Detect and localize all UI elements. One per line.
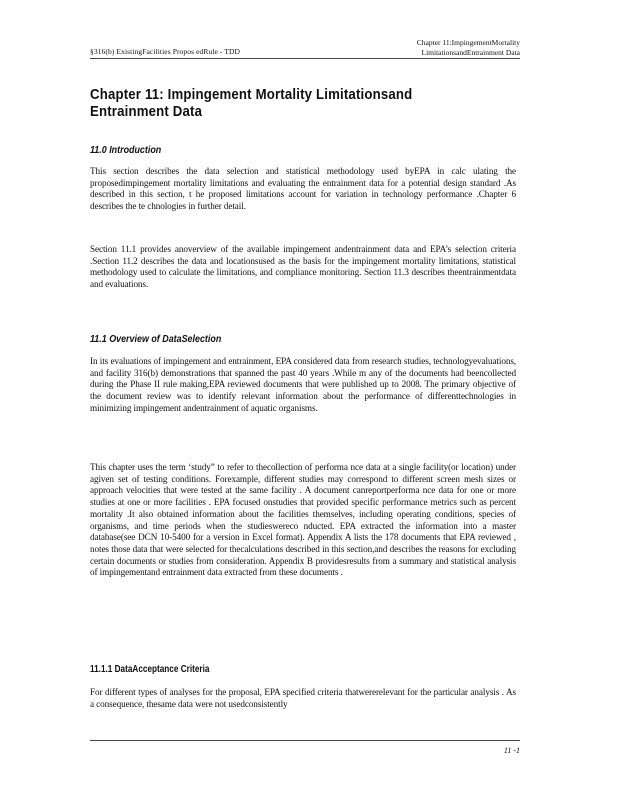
criteria-paragraph-1: For different types of analyses for the proposal, EPA specified criteria thatwererelevant for the particular analysis . As a consequence, thesame data were not usedconsistently [90, 687, 516, 709]
header-right-line2: LimitationsandEntrainment Data [421, 48, 520, 57]
footer-divider [90, 740, 520, 741]
header-right-text [417, 38, 520, 58]
header-left-text: §316(b) ExistingFacilities Propos edRule - TDD [90, 47, 241, 56]
section-heading-introduction: 11.0 Introduction [90, 144, 162, 156]
overview-paragraph-1: In its evaluations of impingement and entrainment, EPA considered data from research studies, technologyevaluations, and facility 316(b) demonstrations that spanned the past 40 years .While m any of the documents had beencollected during the Phase II rule making,EPA reviewed documents that were published up to 2008. The primary objective of the document review was to identify relevant information about the performance of differenttechnologies in minimizing impingement andentrainment of aquatic organisms. [90, 356, 516, 413]
subsection-heading-data-acceptance: 11.1.1 DataAcceptance Criteria [90, 664, 210, 675]
chapter-title: Chapter 11: Impingement Mortality Limitationsand Entrainment Data [90, 86, 413, 120]
intro-paragraph-1: This section describes the data selection and statistical methodology used byEPA in calc ulating the proposedimpingement mortality limitations and evaluating the entrainment data for a potential design standard .As described in this section, t he proposed limitations account for variation in technology performance .Chapter 6 describes the te chnologies in further detail. [90, 166, 516, 212]
header-divider [90, 58, 520, 59]
intro-paragraph-2: Section 11.1 provides anoverview of the available impingement andentrainment data and EPA’s selection criteria .Section 11.2 describes the data and locationsused as the basis for the impingement mortality limitations, statistical methodology used to calculate the limitations, and compliance monitoring. Section 11.3 describes theentrainmentdata and evaluations. [90, 244, 516, 290]
page-number: 11 -1 [503, 746, 520, 755]
overview-paragraph-2: This chapter uses the term ‘study” to refer to thecollection of performa nce data at a single facility(or location) under agiven set of testing conditions. Forexample, different studies may correspond to different screen mesh sizes or approach velocities that were tested at the same facility . A document canreportperforma nce data for one or more studies at one or more facilities . EPA focused onstudies that provided specific performance metrics such as percent mortality .It also obtained information about the facilities themselves, including operating conditions, species of organisms, and time periods when the studieswereco nducted. EPA extracted the information into a master database(see DCN 10-5400 for a version in Excel format). Appendix A lists the 178 documents that EPA reviewed , notes those data that were selected for thecalculations described in this section,and describes the reasons for excluding certain documents or studies from consideration. Appendix B providesresults from a summary and statistical analysis of impingementand entrainment data extracted from these documents . [90, 462, 516, 578]
header-right-line1: Chapter 11:ImpingementMortality [416, 38, 520, 47]
section-heading-overview: 11.1 Overview of DataSelection [90, 333, 222, 345]
